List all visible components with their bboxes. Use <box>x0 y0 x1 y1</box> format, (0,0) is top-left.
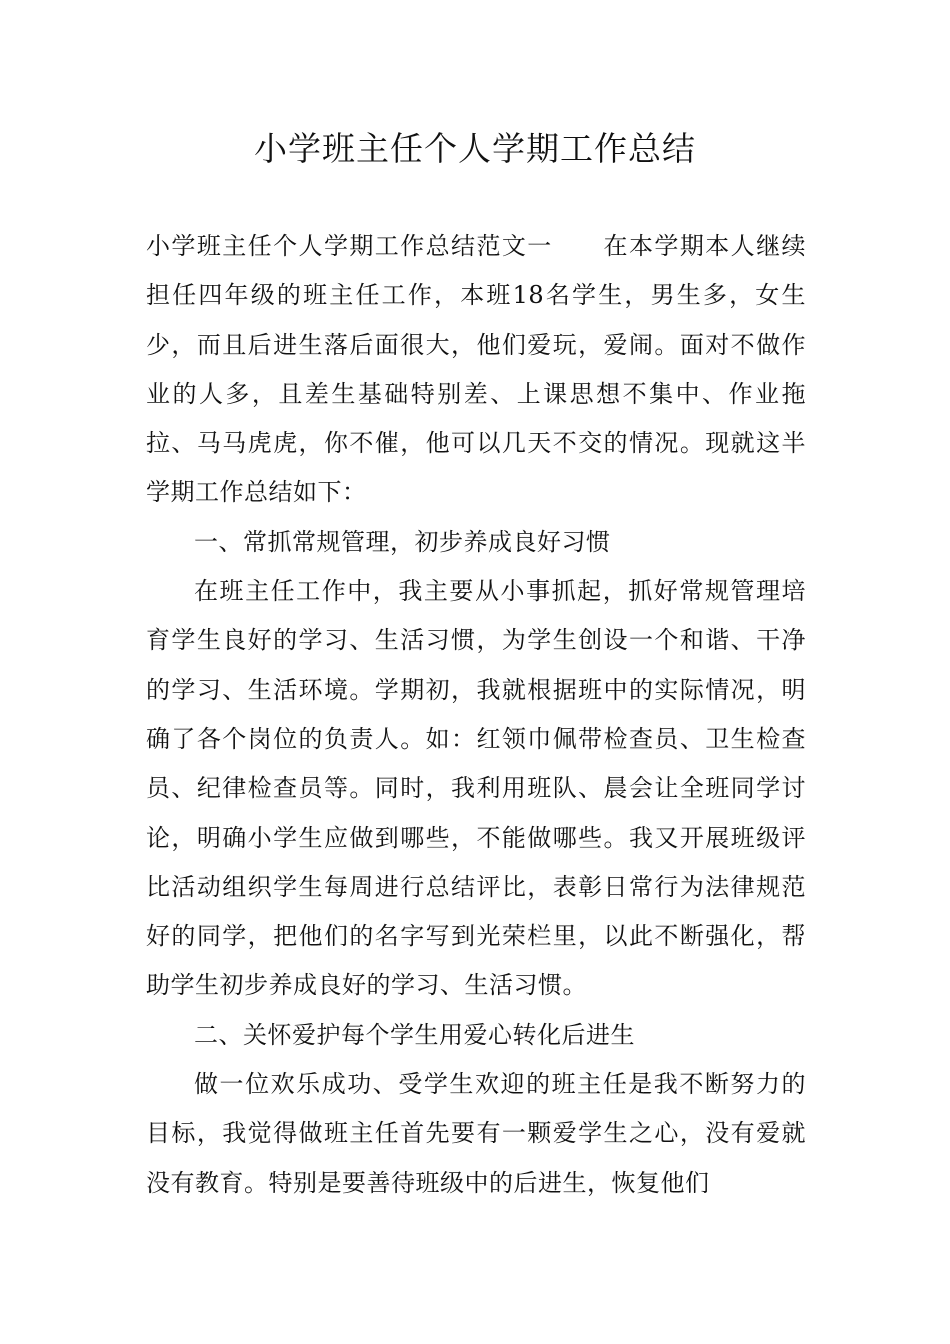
paragraph-intro: 小学班主任个人学期工作总结范文一 在本学期本人继续担任四年级的班主任工作，本班18名学生，男生多，女生少，而且后进生落后面很大，他们爱玩，爱闹。面对不做作业的人多，且差生基础特别差、上课思想不集中、作业拖拉、马马虎虎，你不催，他可以几天不交的情况。现就这半学期工作总结如下： <box>146 232 806 507</box>
section-heading-1: 一、常抓常规管理，初步养成良好习惯 <box>194 527 611 556</box>
document-title: 小学班主任个人学期工作总结 <box>254 129 696 168</box>
paragraph-section-2: 做一位欢乐成功、受学生欢迎的班主任是我不断努力的目标，我觉得做班主任首先要有一颗爱学生之心，没有爱就没有教育。特别是要善待班级中的后进生，恢复他们 <box>146 1070 806 1197</box>
section-heading-2: 二、关怀爱护每个学生用爱心转化后进生 <box>194 1020 635 1049</box>
paragraph-section-1: 在班主任工作中，我主要从小事抓起，抓好常规管理培育学生良好的学习、生活习惯，为学生创设一个和谐、干净的学习、生活环境。学期初，我就根据班中的实际情况，明确了各个岗位的负责人。如：红领巾佩带检查员、卫生检查员、纪律检查员等。同时，我利用班队、晨会让全班同学讨论，明确小学生应做到哪些，不能做哪些。我又开展班级评比活动组织学生每周进行总结评比，表彰日常行为法律规范好的同学，把他们的名字写到光荣栏里，以此不断强化，帮助学生初步养成良好的学习、生活习惯。 <box>146 577 806 1000</box>
document-body <box>146 222 806 1208</box>
